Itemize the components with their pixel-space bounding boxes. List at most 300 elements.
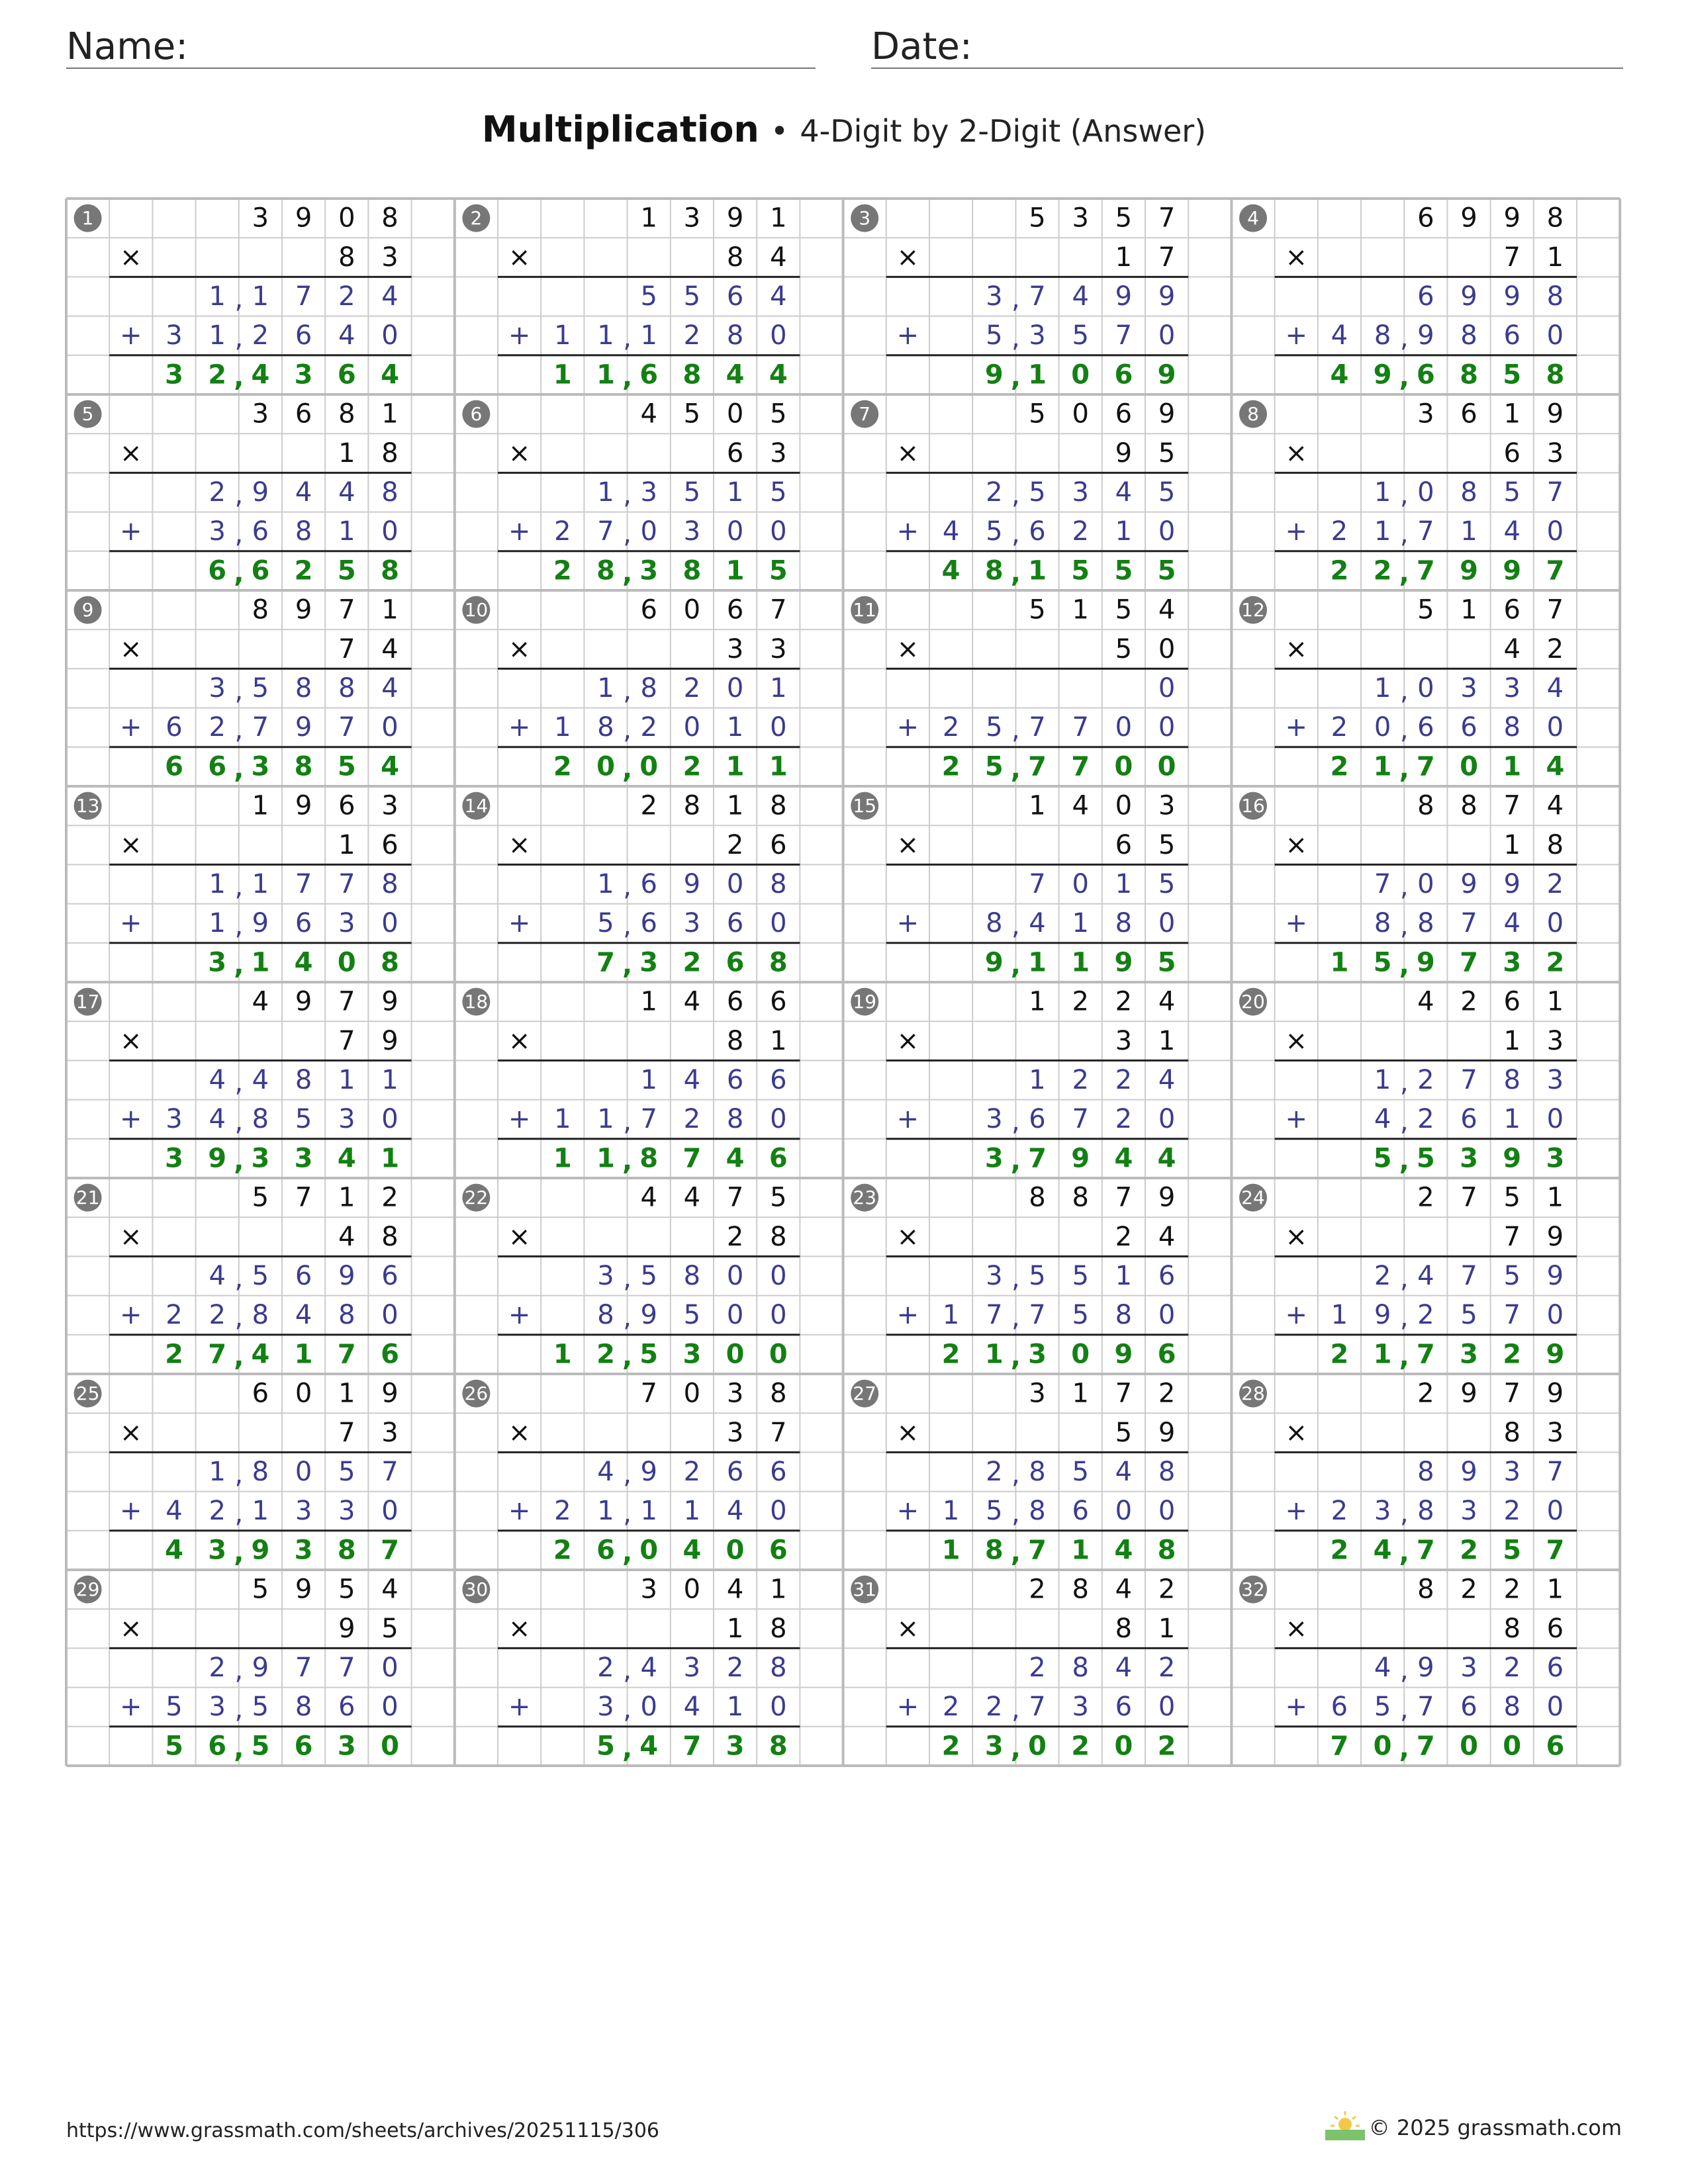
multiplier-digit: 7 — [338, 1417, 355, 1448]
partial-product-digit: 1 — [1374, 477, 1391, 508]
answer-digit: 7 — [1416, 555, 1435, 586]
answer-digit: 1 — [726, 751, 745, 782]
problem-number: 3 — [859, 207, 871, 230]
answer-comma: , — [1399, 558, 1409, 589]
partial-product-digit: 3 — [209, 673, 226, 704]
partial-product-digit: 4 — [381, 673, 399, 704]
partial-product-digit: 7 — [1417, 1692, 1434, 1723]
partial-product-comma: , — [1399, 1263, 1409, 1294]
partial-product-digit: 4 — [1417, 1261, 1434, 1291]
multiplier-digit: 6 — [1546, 1613, 1564, 1644]
partial-product-digit: 6 — [1546, 1653, 1564, 1683]
answer-comma: , — [234, 1537, 244, 1569]
multiplicand-digit: 3 — [683, 203, 701, 234]
partial-product-digit: 4 — [1503, 516, 1521, 547]
partial-product-digit: 8 — [381, 477, 399, 508]
partial-product-digit: 8 — [597, 1300, 614, 1331]
answer-digit: 7 — [1546, 555, 1565, 586]
partial-product-digit: 3 — [1546, 1065, 1564, 1095]
multiplier-digit: 8 — [770, 1221, 787, 1252]
partial-product-digit: 6 — [1460, 1692, 1477, 1723]
plus-sign: + — [120, 516, 142, 547]
partial-product-digit: 1 — [209, 908, 226, 939]
answer-digit: 1 — [769, 751, 788, 782]
partial-product-comma: , — [623, 911, 632, 942]
answer-digit: 0 — [769, 1339, 788, 1370]
plus-sign: + — [508, 516, 531, 547]
partial-product-digit: 1 — [209, 281, 226, 312]
partial-product-digit: 8 — [1115, 908, 1133, 939]
times-sign: × — [508, 437, 531, 469]
multiplicand-digit: 6 — [252, 1378, 269, 1409]
answer-digit: 4 — [726, 359, 745, 390]
answer-digit: 2 — [1373, 555, 1392, 586]
title-sub: 4-Digit by 2-Digit (Answer) — [800, 113, 1207, 149]
problem-number: 1 — [81, 207, 94, 230]
partial-product-digit: 1 — [640, 1065, 657, 1095]
plus-sign: + — [896, 516, 919, 547]
partial-product-digit: 2 — [1546, 869, 1564, 899]
partial-product-digit: 4 — [1029, 908, 1046, 939]
multiplicand-digit: 4 — [1417, 986, 1434, 1017]
multiplier-digit: 9 — [338, 1613, 355, 1644]
partial-product-digit: 6 — [1417, 281, 1434, 312]
partial-product-digit: 5 — [1072, 1300, 1089, 1331]
partial-product-comma: , — [1011, 1263, 1020, 1294]
partial-product-digit: 8 — [295, 516, 312, 547]
partial-product-digit: 8 — [338, 1300, 355, 1331]
partial-product-digit: 2 — [1115, 1104, 1133, 1135]
multiplier-digit: 3 — [770, 437, 787, 469]
partial-product-digit: 9 — [1417, 320, 1434, 351]
partial-product-digit: 2 — [209, 1496, 226, 1527]
plus-sign: + — [1285, 1300, 1307, 1331]
multiplicand-digit: 8 — [1072, 1574, 1089, 1605]
multiplier-digit: 4 — [1503, 633, 1521, 664]
partial-product-digit: 0 — [1115, 712, 1133, 743]
answer-digit: 3 — [251, 751, 270, 782]
partial-product-digit: 0 — [726, 1300, 744, 1331]
partial-product-digit: 1 — [1503, 1104, 1521, 1135]
partial-product-digit: 0 — [770, 908, 787, 939]
multiplicand-digit: 5 — [252, 1182, 269, 1213]
partial-product-digit: 7 — [1460, 1065, 1477, 1095]
answer-digit: 7 — [1416, 1535, 1435, 1566]
multiplicand-digit: 6 — [726, 986, 744, 1017]
partial-product-digit: 5 — [683, 1300, 701, 1331]
partial-product-digit: 6 — [252, 516, 269, 547]
answer-comma: , — [234, 950, 244, 981]
plus-sign: + — [896, 712, 919, 743]
partial-product-digit: 4 — [683, 1692, 701, 1723]
times-sign: × — [508, 1613, 531, 1644]
partial-product-digit: 2 — [1417, 1104, 1434, 1135]
answer-digit: 3 — [294, 359, 313, 390]
times-sign: × — [896, 829, 919, 860]
multiplier-digit: 5 — [1158, 437, 1176, 469]
times-sign: × — [120, 1613, 142, 1644]
multiplicand-digit: 7 — [1460, 1182, 1477, 1213]
multiplier-digit: 2 — [726, 829, 744, 860]
times-sign: × — [120, 1221, 142, 1252]
answer-digit: 1 — [553, 1339, 572, 1370]
answer-digit: 6 — [1157, 1339, 1176, 1370]
answer-comma: , — [622, 362, 633, 393]
answer-digit: 8 — [984, 555, 1004, 586]
partial-product-digit: 4 — [683, 1065, 701, 1095]
partial-product-comma: , — [623, 1694, 632, 1725]
answer-digit: 4 — [1546, 751, 1565, 782]
problem-number: 17 — [75, 991, 100, 1013]
partial-product-digit: 8 — [1029, 1496, 1046, 1527]
multiplier-digit: 3 — [770, 633, 787, 664]
partial-product-comma: , — [1399, 911, 1409, 942]
multiplier-digit: 8 — [726, 242, 744, 273]
answer-digit: 2 — [294, 555, 313, 586]
multiplicand-digit: 5 — [683, 398, 701, 430]
plus-sign: + — [508, 908, 531, 939]
answer-digit: 3 — [1460, 1143, 1478, 1174]
multiplier-digit: 4 — [338, 1221, 355, 1252]
partial-product-digit: 1 — [1115, 516, 1133, 547]
footer-url: https://www.grassmath.com/sheets/archives/20251115/306 — [66, 2119, 660, 2142]
partial-product-digit: 2 — [1417, 1065, 1434, 1095]
multiplier-digit: 3 — [381, 242, 399, 273]
partial-product-digit: 2 — [1374, 1261, 1391, 1291]
answer-comma: , — [1399, 1342, 1409, 1373]
multiplicand-digit: 6 — [726, 594, 744, 625]
partial-product-digit: 2 — [683, 320, 701, 351]
partial-product-digit: 5 — [640, 1261, 657, 1291]
partial-product-digit: 4 — [1115, 1457, 1133, 1487]
times-sign: × — [1285, 1417, 1307, 1448]
partial-product-digit: 5 — [1029, 1261, 1046, 1291]
problem-number: 30 — [464, 1578, 489, 1601]
problem-number: 8 — [1247, 403, 1259, 426]
partial-product-digit: 0 — [770, 516, 787, 547]
partial-product-digit: 1 — [381, 1065, 399, 1095]
partial-product-digit: 9 — [1546, 1261, 1564, 1291]
partial-product-digit: 3 — [683, 516, 701, 547]
problem-number: 5 — [81, 403, 94, 426]
multiplicand-digit: 7 — [1503, 790, 1521, 821]
partial-product-digit: 0 — [726, 516, 744, 547]
partial-product-digit: 2 — [1158, 1653, 1176, 1683]
multiplicand-digit: 2 — [640, 790, 657, 821]
answer-digit: 1 — [1373, 751, 1392, 782]
answer-comma: , — [1010, 950, 1021, 981]
partial-product-digit: 6 — [1115, 1692, 1133, 1723]
answer-digit: 6 — [165, 751, 183, 782]
answer-digit: 5 — [1157, 555, 1176, 586]
answer-digit: 4 — [726, 1143, 745, 1174]
answer-digit: 9 — [1071, 1143, 1090, 1174]
partial-product-digit: 0 — [1158, 673, 1176, 704]
partial-product-digit: 9 — [252, 477, 269, 508]
times-sign: × — [1285, 829, 1307, 860]
answer-digit: 9 — [1416, 947, 1435, 978]
title-main: Multiplication — [481, 109, 759, 150]
answer-digit: 9 — [984, 947, 1004, 978]
partial-product-digit: 5 — [1158, 477, 1176, 508]
partial-product-comma: , — [234, 519, 244, 550]
multiplicand-digit: 5 — [770, 398, 787, 430]
answer-digit: 1 — [294, 1339, 313, 1370]
partial-product-digit: 7 — [295, 1653, 312, 1683]
answer-digit: 3 — [208, 947, 227, 978]
multiplicand-digit: 3 — [1417, 398, 1434, 430]
partial-product-digit: 7 — [1072, 1104, 1089, 1135]
multiplicand-digit: 4 — [1546, 790, 1564, 821]
multiplicand-digit: 5 — [1115, 594, 1133, 625]
multiplicand-digit: 1 — [1546, 1574, 1564, 1605]
partial-product-digit: 0 — [683, 712, 701, 743]
answer-digit: 7 — [1071, 751, 1090, 782]
multiplier-digit: 9 — [381, 1025, 399, 1056]
partial-product-digit: 3 — [597, 1692, 614, 1723]
answer-digit: 5 — [1416, 1143, 1435, 1174]
partial-product-digit: 8 — [986, 908, 1003, 939]
answer-digit: 5 — [1373, 1143, 1392, 1174]
multiplicand-digit: 6 — [1115, 398, 1133, 430]
answer-digit: 1 — [1373, 1339, 1392, 1370]
partial-product-digit: 9 — [640, 1457, 657, 1487]
answer-digit: 0 — [1157, 751, 1176, 782]
multiplicand-digit: 1 — [1029, 790, 1046, 821]
plus-sign: + — [896, 320, 919, 351]
answer-digit: 6 — [208, 751, 227, 782]
multiplicand-digit: 2 — [1158, 1378, 1176, 1409]
partial-product-digit: 2 — [554, 1496, 571, 1527]
partial-product-digit: 1 — [770, 673, 787, 704]
multiplicand-digit: 1 — [1072, 1378, 1089, 1409]
partial-product-digit: 7 — [1503, 1300, 1521, 1331]
answer-digit: 8 — [1460, 359, 1478, 390]
multiplicand-digit: 9 — [1546, 1378, 1564, 1409]
problem-number: 14 — [464, 795, 489, 817]
answer-digit: 1 — [1071, 947, 1090, 978]
problem-number: 26 — [464, 1383, 489, 1405]
partial-product-digit: 8 — [1417, 1496, 1434, 1527]
answer-digit: 3 — [726, 1731, 745, 1762]
answer-digit: 9 — [1373, 359, 1392, 390]
multiplicand-digit: 9 — [295, 203, 312, 234]
partial-product-digit: 9 — [640, 1300, 657, 1331]
multiplicand-digit: 0 — [295, 1378, 312, 1409]
plus-sign: + — [896, 1300, 919, 1331]
multiplier-digit: 5 — [381, 1613, 399, 1644]
answer-digit: 2 — [553, 751, 572, 782]
answer-digit: 6 — [639, 359, 659, 390]
answer-digit: 9 — [984, 359, 1004, 390]
partial-product-comma: , — [1399, 1107, 1409, 1138]
partial-product-digit: 2 — [640, 712, 657, 743]
times-sign: × — [1285, 1613, 1307, 1644]
partial-product-digit: 3 — [683, 1653, 701, 1683]
times-sign: × — [120, 829, 142, 860]
multiplicand-digit: 4 — [381, 1574, 399, 1605]
answer-digit: 4 — [381, 751, 399, 782]
multiplicand-digit: 1 — [381, 594, 399, 625]
partial-product-digit: 6 — [1072, 1496, 1089, 1527]
problem-number: 16 — [1241, 795, 1265, 817]
problem-number: 22 — [464, 1187, 489, 1209]
partial-product-comma: , — [1399, 1302, 1409, 1334]
partial-product-digit: 3 — [165, 1104, 183, 1135]
partial-product-digit: 3 — [1460, 673, 1477, 704]
partial-product-digit: 1 — [209, 869, 226, 899]
answer-digit: 7 — [1416, 1731, 1435, 1762]
multiplier-digit: 7 — [338, 1025, 355, 1056]
partial-product-digit: 1 — [554, 712, 571, 743]
partial-product-digit: 1 — [1072, 908, 1089, 939]
times-sign: × — [120, 437, 142, 469]
multiplier-digit: 2 — [1115, 1221, 1133, 1252]
multiplier-digit: 4 — [1158, 1221, 1176, 1252]
date-label: Date: — [871, 25, 972, 68]
partial-product-digit: 0 — [1158, 1692, 1176, 1723]
partial-product-digit: 8 — [726, 1104, 744, 1135]
answer-digit: 8 — [337, 1535, 356, 1566]
answer-digit: 2 — [941, 751, 961, 782]
partial-product-digit: 2 — [986, 1692, 1003, 1723]
answer-digit: 7 — [1546, 1535, 1565, 1566]
partial-product-digit: 6 — [726, 1065, 744, 1095]
partial-product-comma: , — [234, 1459, 244, 1490]
answer-digit: 7 — [1028, 1535, 1047, 1566]
multiplier-digit: 1 — [338, 829, 355, 860]
answer-digit: 7 — [208, 1339, 227, 1370]
times-sign: × — [120, 1025, 142, 1056]
answer-comma: , — [622, 1146, 633, 1177]
multiplicand-digit: 4 — [1158, 986, 1176, 1017]
partial-product-digit: 2 — [683, 1104, 701, 1135]
multiplier-digit: 6 — [770, 829, 787, 860]
partial-product-digit: 0 — [1158, 1300, 1176, 1331]
multiplicand-digit: 5 — [1029, 203, 1046, 234]
multiplier-digit: 2 — [726, 1221, 744, 1252]
multiplicand-digit: 8 — [252, 594, 269, 625]
problem-number: 19 — [853, 991, 877, 1013]
plus-sign: + — [1285, 712, 1307, 743]
partial-product-comma: , — [623, 872, 632, 902]
multiplicand-digit: 0 — [338, 203, 355, 234]
answer-digit: 5 — [1503, 1535, 1522, 1566]
partial-product-digit: 0 — [1546, 516, 1564, 547]
answer-digit: 9 — [1114, 1339, 1133, 1370]
partial-product-digit: 5 — [252, 1261, 269, 1291]
partial-product-digit: 7 — [338, 1653, 355, 1683]
answer-digit: 1 — [1071, 1535, 1090, 1566]
partial-product-digit: 9 — [1460, 1457, 1477, 1487]
partial-product-digit: 0 — [726, 1261, 744, 1291]
partial-product-digit: 9 — [1460, 281, 1477, 312]
partial-product-digit: 1 — [683, 1496, 701, 1527]
partial-product-digit: 7 — [1546, 477, 1564, 508]
answer-digit: 4 — [769, 359, 788, 390]
answer-digit: 6 — [208, 555, 227, 586]
answer-digit: 7 — [1028, 751, 1047, 782]
multiplicand-digit: 7 — [1115, 1378, 1133, 1409]
partial-product-comma: , — [623, 1655, 632, 1686]
multiplicand-digit: 1 — [770, 1574, 787, 1605]
answer-digit: 1 — [941, 1535, 961, 1566]
answer-digit: 1 — [251, 947, 270, 978]
partial-product-digit: 2 — [165, 1300, 183, 1331]
multiplicand-digit: 4 — [1158, 594, 1176, 625]
multiplicand-digit: 7 — [338, 986, 355, 1017]
partial-product-digit: 8 — [1072, 1653, 1089, 1683]
plus-sign: + — [508, 320, 531, 351]
multiplicand-digit: 7 — [726, 1182, 744, 1213]
partial-product-digit: 2 — [338, 281, 355, 312]
answer-digit: 9 — [1157, 359, 1176, 390]
partial-product-digit: 3 — [986, 281, 1003, 312]
partial-product-digit: 2 — [209, 1653, 226, 1683]
answer-digit: 0 — [1114, 1731, 1133, 1762]
multiplier-digit: 7 — [770, 1417, 787, 1448]
partial-product-digit: 1 — [597, 673, 614, 704]
partial-product-digit: 1 — [942, 1496, 960, 1527]
answer-digit: 1 — [984, 1339, 1004, 1370]
partial-product-digit: 4 — [381, 281, 399, 312]
partial-product-digit: 7 — [1029, 1692, 1046, 1723]
times-sign: × — [508, 242, 531, 273]
answer-digit: 3 — [294, 1535, 313, 1566]
problem-number: 11 — [853, 599, 877, 621]
multiplicand-digit: 6 — [338, 790, 355, 821]
partial-product-digit: 0 — [770, 1496, 787, 1527]
partial-product-digit: 0 — [640, 1692, 657, 1723]
partial-product-digit: 4 — [1115, 1653, 1133, 1683]
title-bullet: • — [771, 113, 789, 149]
partial-product-comma: , — [1011, 323, 1020, 354]
partial-product-digit: 2 — [986, 477, 1003, 508]
partial-product-digit: 5 — [295, 1104, 312, 1135]
partial-product-digit: 1 — [554, 1104, 571, 1135]
partial-product-digit: 0 — [1158, 712, 1176, 743]
multiplicand-digit: 1 — [1072, 594, 1089, 625]
partial-product-digit: 1 — [1460, 516, 1477, 547]
answer-digit: 6 — [251, 555, 270, 586]
partial-product-digit: 5 — [986, 1496, 1003, 1527]
plus-sign: + — [508, 1104, 531, 1135]
times-sign: × — [508, 1417, 531, 1448]
partial-product-digit: 4 — [209, 1104, 226, 1135]
multiplicand-digit: 1 — [640, 986, 657, 1017]
plus-sign: + — [508, 1496, 531, 1527]
times-sign: × — [1285, 437, 1307, 469]
answer-comma: , — [622, 754, 633, 785]
partial-product-digit: 3 — [338, 908, 355, 939]
partial-product-digit: 8 — [1374, 908, 1391, 939]
footer-copyright: © 2025 grassmath.com — [1368, 2115, 1622, 2140]
problem-number: 4 — [1247, 207, 1259, 230]
multiplicand-digit: 9 — [381, 986, 399, 1017]
partial-product-digit: 1 — [640, 1496, 657, 1527]
partial-product-digit: 1 — [209, 320, 226, 351]
multiplicand-digit: 2 — [1072, 986, 1089, 1017]
answer-comma: , — [622, 558, 633, 589]
answer-digit: 6 — [596, 1535, 615, 1566]
problem-number: 15 — [853, 795, 877, 817]
answer-digit: 2 — [165, 1339, 183, 1370]
plus-sign: + — [120, 712, 142, 743]
times-sign: × — [896, 1221, 919, 1252]
partial-product-digit: 7 — [1072, 712, 1089, 743]
answer-digit: 2 — [553, 1535, 572, 1566]
answer-digit: 0 — [639, 1535, 659, 1566]
